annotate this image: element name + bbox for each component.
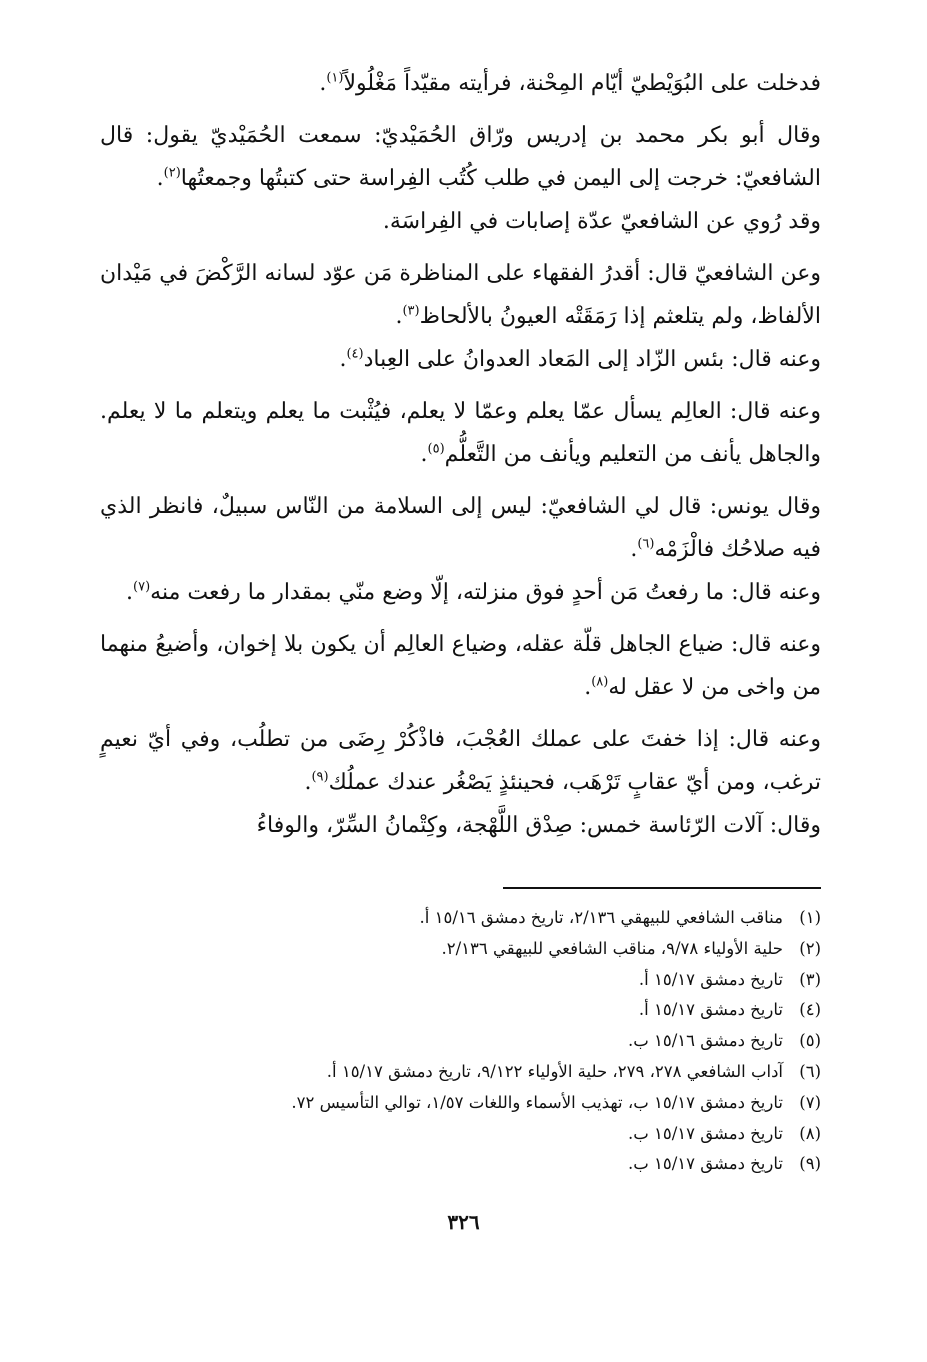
- paragraph-tail: .: [420, 442, 428, 467]
- footnote-number: (٩): [799, 1154, 821, 1174]
- footnote-ref: (٩): [311, 769, 329, 785]
- paragraph-tail: .: [395, 304, 403, 329]
- paragraph-text: وعنه قال: ضياع الجاهل قلّة عقله، وضياع العالِم أن يكون بلا إخوان، وأضيعُ منهما من واخى من لا عقل له: [100, 632, 821, 700]
- body-paragraph: [100, 804, 821, 847]
- footnote-text: تاريخ دمشق ١٥/١٧ ب.: [627, 1123, 783, 1143]
- paragraph-text: وعنه قال: ما رفعتُ مَن أحدٍ فوق منزلته، إلّا وضع منّي بمقدار ما رفعت منه: [150, 580, 821, 605]
- footnote-number: (١): [799, 908, 821, 927]
- paragraph-tail: .: [126, 580, 134, 605]
- body-paragraph: [100, 571, 821, 614]
- footnote: [101, 1026, 821, 1057]
- footnote-text: آداب الشافعي ٢٧٨، ٢٧٩، حلية الأولياء ٩/١٢٢، تاريخ دمشق ١٥/١٧ أ.: [326, 1061, 783, 1081]
- paragraph-text: وقال أبو بكر محمد بن إدريس ورّاق الحُمَيْديّ: سمعت الحُمَيْديّ يقول: قال الشافعيّ: خرجت إلى اليمن في طلب كُتُب الفِراسة حتى كتبتُها وجمعتُها: [100, 123, 821, 191]
- footnote: [101, 1149, 821, 1180]
- footnote-ref: (٢): [163, 165, 181, 181]
- body-paragraph: [100, 718, 821, 804]
- footnote-number: (٦): [799, 1061, 821, 1081]
- paragraph-tail: .: [304, 770, 312, 795]
- footnote-text: تاريخ دمشق ١٥/١٦ ب.: [627, 1031, 783, 1051]
- paragraph-tail: .: [156, 166, 164, 191]
- footnote-number: (٧): [799, 1092, 821, 1112]
- body-paragraph: [100, 390, 821, 476]
- body-paragraph: [100, 62, 821, 105]
- paragraph-tail: .: [630, 537, 638, 562]
- paragraph-tail: .: [319, 71, 327, 96]
- footnote-number: (٥): [799, 1031, 821, 1051]
- footnote: [101, 1088, 821, 1119]
- footnote-ref: (٤): [346, 346, 364, 362]
- paragraph-tail: .: [339, 347, 347, 372]
- footnote-ref: (٨): [591, 674, 609, 690]
- body-paragraph: [100, 114, 821, 200]
- footnote: [101, 903, 821, 934]
- body-paragraph: [100, 200, 821, 243]
- footnote: [101, 995, 821, 1026]
- footnote-ref: (٧): [133, 579, 151, 595]
- footnote-number: (٤): [799, 1000, 821, 1020]
- paragraph-text: وقال: آلات الرّئاسة خمس: صِدْق اللَّهْجة، وكِتْمانُ السِّرّ، والوفاءُ: [256, 813, 821, 838]
- footnote-number: (٢): [799, 938, 821, 958]
- footnote-text: تاريخ دمشق ١٥/١٧ أ.: [638, 969, 783, 989]
- footnote-text: تاريخ دمشق ١٥/١٧ ب.: [627, 1154, 783, 1174]
- footnote: [101, 934, 821, 965]
- footnote: [101, 965, 821, 996]
- footnote-number: (٣): [799, 969, 821, 989]
- paragraph-text: وعنه قال: العالِم يسأل عمّا يعلم وعمّا لا يعلم، فيُثْبت ما يعلم ويتعلم ما لا يعلم. والجاهل يأنف من التعليم ويأنف من التَّعلُّم: [100, 399, 821, 467]
- footnote-ref: (١): [326, 70, 344, 86]
- paragraph-text: وقد رُوي عن الشافعيّ عدّة إصابات في الفِراسَة.: [382, 209, 821, 234]
- footnote-ref: (٥): [427, 441, 445, 457]
- body-paragraph: [100, 252, 821, 338]
- footnote: [101, 1119, 821, 1150]
- footnote-text: حلية الأولياء ٩/٧٨، مناقب الشافعي للبيهقي ٢/١٣٦.: [441, 938, 783, 958]
- paragraph-text: وعنه قال: إذا خفتَ على عملك العُجْبَ، فاذْكُرْ رِضَى من تطلُب، وفي أيّ نعيمٍ ترغب، ومن أيّ عقابٍ تَرْهَب، فحينئذٍ يَصْغُر عندك عملُك: [100, 727, 821, 795]
- footnote-text: تاريخ دمشق ١٥/١٧ أ.: [638, 1000, 783, 1020]
- footnote: [101, 1057, 821, 1088]
- footnotes: [101, 903, 821, 1180]
- paragraph-text: فدخلت على البُوَيْطيّ أيّام المِحْنة، فرأيته مقيّداً مَغْلُولاً: [343, 71, 821, 96]
- paragraph-text: وعنه قال: بئس الزّاد إلى المَعاد العدوانُ على العِباد: [363, 347, 821, 372]
- footnote-text: مناقب الشافعي للبيهقي ٢/١٣٦، تاريخ دمشق ١٥/١٦ أ.: [419, 908, 783, 927]
- body-paragraph: [100, 485, 821, 571]
- body-paragraph: [100, 338, 821, 381]
- footnote-separator: [503, 887, 821, 889]
- paragraph-tail: .: [584, 675, 592, 700]
- footnote-text: تاريخ دمشق ١٥/١٧ ب، تهذيب الأسماء واللغات ١/٥٧، توالي التأسيس ٧٢.: [291, 1092, 783, 1112]
- body-paragraph: [100, 623, 821, 709]
- paragraph-text: وقال يونس: قال لي الشافعيّ: ليس إلى السلامة من النّاس سبيلٌ، فانظر الذي فيه صلاحُك فالْزَمْه: [100, 494, 821, 562]
- footnote-ref: (٣): [402, 303, 420, 319]
- footnote-ref: (٦): [637, 536, 655, 552]
- page-number: ٣٢٦: [447, 1210, 480, 1234]
- paragraph-text: وعن الشافعيّ قال: أقدرُ الفقهاء على المناظرة مَن عوّد لسانه الرَّكْضَ في مَيْدان الألفاظ، ولم يتلعثم إذا رَمَقَتْه العيونُ بالألحاظ: [100, 261, 821, 329]
- footnote-number: (٨): [799, 1123, 821, 1143]
